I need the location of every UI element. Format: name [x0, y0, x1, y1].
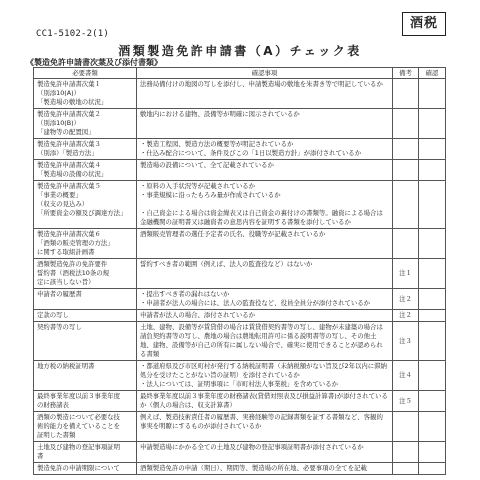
table-row	[34, 361, 446, 391]
check-items-cell	[137, 322, 393, 361]
column-header-confirm: 確認	[419, 68, 446, 79]
table-row	[34, 442, 446, 463]
confirm-checkbox-cell[interactable]	[419, 181, 446, 229]
required-document-cell: 地方税の納税証明書	[34, 361, 137, 391]
confirm-checkbox-cell[interactable]	[419, 442, 446, 463]
table-row	[34, 391, 446, 412]
confirm-checkbox-cell[interactable]	[419, 463, 446, 475]
remarks-cell: 注２	[393, 289, 419, 310]
check-item: 例えば、製造技術責任者の履歴書、実務経験等の記録書類を証する書類など、客観的事実を明瞭にするものが添付されているか	[140, 413, 383, 430]
required-document-cell: 製造免許申請書次葉６ 「酒類の販売管理の方法」 に関する取組計画書	[34, 229, 137, 259]
remarks-cell	[393, 79, 419, 109]
check-items-cell	[137, 289, 393, 310]
check-item	[140, 200, 389, 209]
check-item: ・自己資金による場合は資金繰表又は自己資金の裏付けの書類等。融資による場合は金融機関の証明書又は融資者の意思内容を証明する書類を添付しているか	[140, 209, 383, 226]
required-document-cell: 土地及び建物の登記事項証明 書	[34, 442, 137, 463]
check-items-cell	[137, 391, 393, 412]
confirm-checkbox-cell[interactable]	[419, 160, 446, 181]
required-document-cell: 製造免許申請書次葉１ （別添10(A)） 「製造場の敷地の状況」	[34, 79, 137, 109]
confirm-checkbox-cell[interactable]	[419, 139, 446, 160]
required-document-cell: 契約書等の写し	[34, 322, 137, 361]
table-row	[34, 109, 446, 139]
check-item: 土地、建物、設備等が賃貸借の場合は賃貸借契約書等の写し、建物が未建築の場合は請負契約書等の写し、農地の場合は農地転用許可に係る説明書等の写し、その他土地、建物、設備等が自己の所有に属しない場合で、確実に使用できることが認められる書類	[140, 323, 383, 358]
check-item: ・製造工程図、製造方法の概要等が明記されているか	[140, 140, 294, 148]
remarks-cell	[393, 412, 419, 442]
table-row	[34, 79, 446, 109]
form-code: CC1-5102-2(1)	[36, 29, 110, 39]
table-row	[34, 310, 446, 322]
required-document-cell: 定款の写し	[34, 310, 137, 322]
confirm-checkbox-cell[interactable]	[419, 259, 446, 289]
check-item: ・都道府県及び市区町村が発行する納税証明書（未納税額がない旨及び2年以内に滞納処分を受けたことがない旨の証明）を添付されているか	[140, 362, 387, 379]
required-document-cell: 酒類製造免許の免許要件 誓約書（酒税法10条の規 定に該当しない旨）	[34, 259, 137, 289]
confirm-checkbox-cell[interactable]	[419, 391, 446, 412]
remarks-cell	[393, 229, 419, 259]
remarks-cell: 注５	[393, 391, 419, 412]
required-document-cell: 製造免許申請書次葉３ （別添）「製造方法」	[34, 139, 137, 160]
remarks-cell: 注２	[393, 310, 419, 322]
check-items-cell	[137, 310, 393, 322]
check-item: ・申請者が法人の場合には、法人の監査役など、役員全員分が添付されているか	[140, 299, 371, 307]
confirm-checkbox-cell[interactable]	[419, 109, 446, 139]
check-item: 誓約すべき者の範囲（例えば、法人の監査役など）はないか	[140, 260, 313, 268]
check-items-cell	[137, 442, 393, 463]
required-document-cell: 最終事業年度以前３事業年度 の財務諸表	[34, 391, 137, 412]
remarks-cell: 注１	[393, 259, 419, 289]
check-items-cell	[137, 361, 393, 391]
remarks-cell	[393, 160, 419, 181]
table-row	[34, 181, 446, 229]
check-item: 酒類製造免許の申請（期日）、期間等、製造場の所在地、必要事項の全てを記載	[140, 464, 367, 472]
required-document-cell: 製造免許申請書次葉５ 「事業の概要」 （収支の見込み） 「所要資金の額及び調達方法」	[34, 181, 137, 229]
column-header-remarks: 備考	[393, 68, 419, 79]
table-header-row	[34, 68, 446, 79]
table-row	[34, 463, 446, 475]
remarks-cell	[393, 442, 419, 463]
check-item: 酒類販売管理者の選任予定者の氏名、役職等が記載されているか	[140, 230, 326, 238]
confirm-checkbox-cell[interactable]	[419, 361, 446, 391]
check-item: 敷地内における建物、設備等が明確に図示されているか	[140, 110, 300, 118]
check-items-cell	[137, 79, 393, 109]
confirm-checkbox-cell[interactable]	[419, 229, 446, 259]
table-row	[34, 229, 446, 259]
required-document-cell: 申請者の履歴書	[34, 289, 137, 310]
check-items-cell	[137, 160, 393, 181]
section-subtitle: 《製造免許申請書次葉及び添付書類》	[26, 58, 162, 67]
confirm-checkbox-cell[interactable]	[419, 289, 446, 310]
table-row	[34, 289, 446, 310]
check-item: 申請製造場にかかる全ての土地及び建物の登記事項証明書が添付されているか	[140, 443, 364, 451]
checklist-body	[34, 79, 446, 475]
remarks-cell	[393, 109, 419, 139]
check-items-cell	[137, 181, 393, 229]
table-row	[34, 259, 446, 289]
check-items-cell	[137, 412, 393, 442]
table-row	[34, 412, 446, 442]
required-document-cell: 製造免許申請書次葉２ （別添10(B)） 「建物等の配置図」	[34, 109, 137, 139]
check-item: ・事業規模に沿ったもろみ量が作成されているか	[140, 191, 281, 199]
confirm-checkbox-cell[interactable]	[419, 310, 446, 322]
table-row	[34, 322, 446, 361]
remarks-cell: 注３	[393, 322, 419, 361]
remarks-cell	[393, 181, 419, 229]
check-item: 申請者が法人の場合、添付されているか	[140, 311, 256, 319]
table-row	[34, 139, 446, 160]
remarks-cell	[393, 463, 419, 475]
table-row	[34, 160, 446, 181]
page-title: 酒類製造免許申請書（A）チェック表	[118, 44, 362, 58]
check-item: 最終事業年度以前３事業年度の財務諸表(貸借対照表及び損益計算書)が添付されているか（個人の場合は、収支計算書）	[140, 392, 388, 409]
check-item: ・原料の入手状況等が記載されているか	[140, 182, 256, 190]
required-document-cell: 製造免許申請書次葉４ 「製造場の設備の状況」	[34, 160, 137, 181]
check-item: ・仕込み配合について、条件及びこの「1日以製造方針」が添付されているか	[140, 149, 362, 157]
check-items-cell	[137, 109, 393, 139]
column-header-documents: 必要書類	[34, 68, 137, 79]
check-items-cell	[137, 229, 393, 259]
check-items-cell	[137, 463, 393, 475]
column-header-check-items: 確認事項	[137, 68, 393, 79]
remarks-cell: 注４	[393, 361, 419, 391]
check-item: ・提出すべき者の漏れはないか	[140, 290, 230, 298]
checklist-table	[33, 67, 446, 475]
confirm-checkbox-cell[interactable]	[419, 412, 446, 442]
check-items-cell	[137, 259, 393, 289]
check-items-cell	[137, 139, 393, 160]
remarks-cell	[393, 139, 419, 160]
check-item: 製造場の設備について、全て記載されているか	[140, 161, 274, 169]
check-item: ・法人については、証明事項に「市町村法人事業税」を含めているか	[140, 380, 338, 388]
confirm-checkbox-cell[interactable]	[419, 322, 446, 361]
check-item: 法務局備付けの地図の写しを添付し、申請製造場の敷地を朱書き等で明記しているか	[140, 80, 383, 88]
required-document-cell: 酒類の製造について必要な技 術的能力を備えていることを 証明した書類	[34, 412, 137, 442]
confirm-checkbox-cell[interactable]	[419, 79, 446, 109]
tax-stamp: 酒税	[402, 12, 446, 36]
required-document-cell: 製造免許の申請期限について	[34, 463, 137, 475]
